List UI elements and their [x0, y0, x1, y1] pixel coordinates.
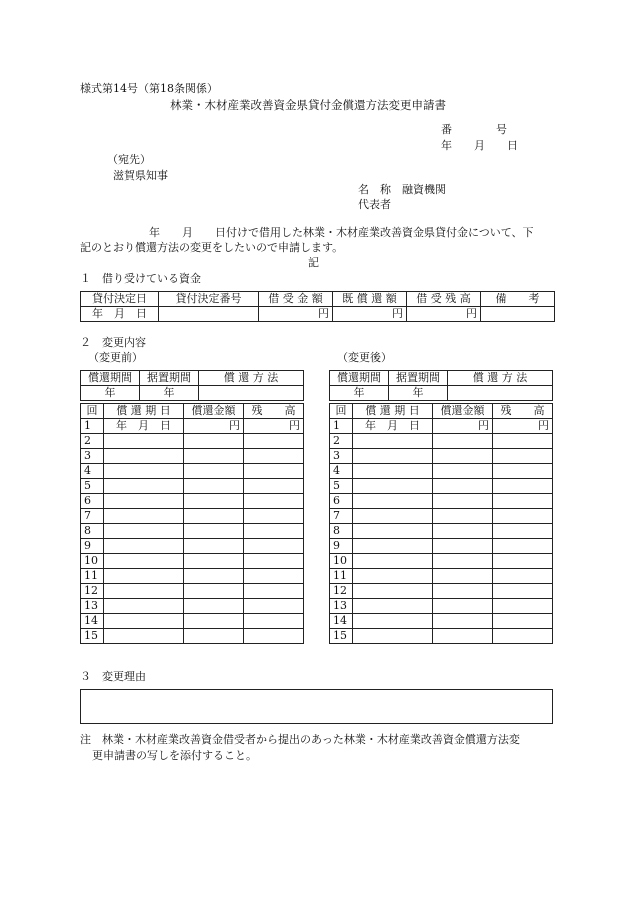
column-header: 借 受 金 額	[259, 292, 333, 307]
column-header: 償 還 方 法	[199, 371, 304, 386]
repayment-date-cell[interactable]	[353, 434, 433, 449]
repayment-date-cell[interactable]	[353, 539, 433, 554]
repayment-amount-cell[interactable]	[184, 434, 244, 449]
repayment-date-cell[interactable]	[353, 449, 433, 464]
column-header: 残 高	[493, 404, 553, 419]
balance-cell[interactable]	[493, 614, 553, 629]
column-header: 貸付決定日	[81, 292, 159, 307]
repayment-amount-cell[interactable]: 円	[433, 419, 493, 434]
repayment-amount-cell[interactable]	[184, 479, 244, 494]
loan-decision-number-cell[interactable]	[159, 307, 259, 322]
repayment-date-cell[interactable]	[353, 464, 433, 479]
balance-cell[interactable]	[244, 554, 304, 569]
column-header: 残 高	[244, 404, 304, 419]
column-header: 据置期間	[140, 371, 199, 386]
repayment-amount-cell[interactable]	[184, 614, 244, 629]
balance-cell[interactable]	[493, 569, 553, 584]
repayment-date-cell[interactable]	[104, 629, 184, 644]
installment-number: 14	[81, 614, 104, 629]
balance-cell[interactable]	[493, 434, 553, 449]
repayment-amount-cell[interactable]	[184, 494, 244, 509]
table-row	[81, 307, 555, 322]
table-row	[81, 614, 304, 629]
balance-cell[interactable]	[493, 554, 553, 569]
repaid-amount-cell[interactable]: 円	[333, 307, 407, 322]
repayment-amount-cell[interactable]	[433, 629, 493, 644]
installment-number: 12	[330, 584, 353, 599]
table-header-row	[81, 404, 304, 419]
table-row	[81, 524, 304, 539]
column-header: 回	[330, 404, 353, 419]
repayment-date-cell[interactable]: 年 月 日	[104, 419, 184, 434]
installment-number: 5	[330, 479, 353, 494]
table-row	[330, 584, 553, 599]
column-header: 償還金額	[184, 404, 244, 419]
borrowed-funds-table	[80, 291, 555, 322]
table-row	[330, 569, 553, 584]
table-row	[330, 509, 553, 524]
repayment-date-cell[interactable]	[353, 584, 433, 599]
repayment-date-cell[interactable]	[104, 554, 184, 569]
applicant-name-label: 名 称 融資機関	[358, 183, 446, 196]
installment-number: 7	[81, 509, 104, 524]
balance-cell[interactable]	[493, 479, 553, 494]
repayment-date-cell[interactable]	[353, 614, 433, 629]
table-header-row	[330, 371, 553, 386]
table-row	[330, 464, 553, 479]
repayment-amount-cell[interactable]	[433, 494, 493, 509]
repayment-date-cell[interactable]	[353, 494, 433, 509]
note-line-1: 注 林業・木材産業改善資金借受者から提出のあった林業・木材産業改善資金償還方法変	[80, 733, 520, 746]
repayment-amount-cell[interactable]	[184, 464, 244, 479]
number-label: 番 号	[441, 123, 507, 136]
installment-number: 15	[330, 629, 353, 644]
table-row	[81, 494, 304, 509]
installment-number: 3	[81, 449, 104, 464]
balance-cell[interactable]	[244, 614, 304, 629]
repayment-date-cell[interactable]	[104, 539, 184, 554]
request-text-line-2: 記のとおり償還方法の変更をしたいので申請します。	[80, 241, 344, 254]
repayment-amount-cell[interactable]	[184, 524, 244, 539]
table-row	[330, 494, 553, 509]
installment-number: 11	[330, 569, 353, 584]
table-row	[81, 539, 304, 554]
repayment-amount-cell[interactable]	[184, 449, 244, 464]
table-row	[330, 386, 553, 401]
installment-number: 13	[330, 599, 353, 614]
repayment-date-cell[interactable]	[353, 569, 433, 584]
repayment-amount-cell[interactable]	[433, 479, 493, 494]
addressee-label: （宛先）	[107, 153, 151, 166]
repayment-date-cell[interactable]	[104, 584, 184, 599]
balance-cell[interactable]	[493, 539, 553, 554]
repayment-amount-cell[interactable]	[184, 539, 244, 554]
repayment-amount-cell[interactable]	[184, 599, 244, 614]
column-header: 償 還 期 日	[353, 404, 433, 419]
table-row	[81, 386, 304, 401]
table-header-row	[81, 371, 304, 386]
installment-number: 8	[330, 524, 353, 539]
repayment-date-cell[interactable]	[104, 434, 184, 449]
before-schedule-table	[80, 403, 304, 644]
installment-number: 2	[81, 434, 104, 449]
table-row	[330, 449, 553, 464]
table-row	[330, 599, 553, 614]
balance-cell[interactable]	[244, 524, 304, 539]
balance-cell[interactable]	[493, 629, 553, 644]
table-row	[330, 524, 553, 539]
section-1-heading: １ 借り受けている資金	[80, 272, 201, 285]
table-row	[81, 509, 304, 524]
table-row	[81, 569, 304, 584]
installment-number: 1	[81, 419, 104, 434]
repayment-date-cell[interactable]	[104, 494, 184, 509]
repayment-period-cell[interactable]: 年	[81, 386, 140, 401]
repayment-amount-cell[interactable]	[433, 539, 493, 554]
before-method-table	[80, 370, 304, 401]
column-header: 回	[81, 404, 104, 419]
table-row	[330, 629, 553, 644]
repayment-date-cell[interactable]	[104, 569, 184, 584]
table-row	[330, 614, 553, 629]
column-header: 貸付決定番号	[159, 292, 259, 307]
installment-number: 6	[81, 494, 104, 509]
table-header-row	[81, 292, 555, 307]
balance-cell[interactable]	[244, 479, 304, 494]
repayment-date-cell[interactable]	[353, 629, 433, 644]
balance-cell[interactable]: 円	[493, 419, 553, 434]
repayment-amount-cell[interactable]	[433, 599, 493, 614]
form-number: 様式第14号（第18条関係）	[80, 82, 218, 95]
installment-number: 10	[81, 554, 104, 569]
installment-number: 9	[81, 539, 104, 554]
column-header: 償還期間	[330, 371, 389, 386]
balance-cell[interactable]	[493, 449, 553, 464]
installment-number: 1	[330, 419, 353, 434]
repayment-date-cell[interactable]	[104, 464, 184, 479]
balance-cell[interactable]	[244, 464, 304, 479]
installment-number: 9	[330, 539, 353, 554]
repayment-amount-cell[interactable]	[184, 629, 244, 644]
table-row	[81, 434, 304, 449]
installment-number: 5	[81, 479, 104, 494]
request-text-line-1: 年 月 日付けで借用した林業・木材産業改善資金県貸付金について、下	[149, 226, 534, 239]
balance-cell[interactable]	[244, 599, 304, 614]
repayment-amount-cell[interactable]	[433, 614, 493, 629]
installment-number: 13	[81, 599, 104, 614]
repayment-date-cell[interactable]	[104, 509, 184, 524]
table-row	[330, 554, 553, 569]
repayment-method-cell[interactable]	[199, 386, 304, 401]
ki-heading: 記	[308, 256, 319, 269]
section-2-heading: ２ 変更内容	[80, 336, 146, 349]
installment-number: 8	[81, 524, 104, 539]
repayment-date-cell[interactable]	[353, 554, 433, 569]
table-row	[81, 599, 304, 614]
balance-cell[interactable]	[493, 524, 553, 539]
applicant-representative-label: 代表者	[358, 198, 391, 211]
repayment-date-cell[interactable]	[104, 449, 184, 464]
document-title: 林業・木材産業改善資金県貸付金償還方法変更申請書	[170, 98, 446, 112]
repayment-amount-cell[interactable]	[433, 524, 493, 539]
section-3-heading: ３ 変更理由	[80, 670, 146, 683]
balance-cell[interactable]	[244, 494, 304, 509]
repayment-date-cell[interactable]	[104, 614, 184, 629]
installment-number: 4	[81, 464, 104, 479]
table-row	[330, 479, 553, 494]
balance-cell[interactable]	[244, 434, 304, 449]
table-row	[81, 479, 304, 494]
repayment-date-cell[interactable]	[104, 479, 184, 494]
repayment-date-cell[interactable]	[104, 524, 184, 539]
table-row	[81, 449, 304, 464]
table-header-row	[330, 404, 553, 419]
balance-cell[interactable]	[244, 539, 304, 554]
balance-cell[interactable]	[493, 509, 553, 524]
table-row	[81, 584, 304, 599]
repayment-date-cell[interactable]: 年 月 日	[353, 419, 433, 434]
installment-number: 3	[330, 449, 353, 464]
repayment-amount-cell[interactable]	[433, 509, 493, 524]
table-row	[330, 419, 553, 434]
balance-cell[interactable]	[493, 584, 553, 599]
repayment-date-cell[interactable]	[353, 524, 433, 539]
repayment-date-cell[interactable]	[353, 479, 433, 494]
table-row	[81, 629, 304, 644]
repayment-amount-cell[interactable]	[433, 449, 493, 464]
balance-cell[interactable]	[244, 569, 304, 584]
repayment-amount-cell[interactable]	[433, 584, 493, 599]
repayment-amount-cell[interactable]	[184, 584, 244, 599]
repayment-amount-cell[interactable]	[184, 509, 244, 524]
addressee: 滋賀県知事	[113, 169, 168, 182]
table-row	[81, 464, 304, 479]
balance-cell[interactable]	[244, 509, 304, 524]
table-row	[81, 554, 304, 569]
installment-number: 7	[330, 509, 353, 524]
balance-cell[interactable]	[493, 599, 553, 614]
repayment-method-cell[interactable]	[448, 386, 553, 401]
balance-cell[interactable]	[493, 464, 553, 479]
column-header: 既 償 還 額	[333, 292, 407, 307]
column-header: 償還金額	[433, 404, 493, 419]
after-schedule-table	[329, 403, 553, 644]
table-row	[81, 419, 304, 434]
repayment-amount-cell[interactable]	[433, 554, 493, 569]
installment-number: 12	[81, 584, 104, 599]
balance-cell[interactable]: 円	[244, 419, 304, 434]
balance-cell[interactable]	[244, 629, 304, 644]
table-row	[330, 539, 553, 554]
repayment-period-cell[interactable]: 年	[330, 386, 389, 401]
repayment-date-cell[interactable]	[104, 599, 184, 614]
repayment-amount-cell[interactable]: 円	[184, 419, 244, 434]
column-header: 借 受 残 高	[407, 292, 481, 307]
repayment-amount-cell[interactable]	[433, 434, 493, 449]
installment-number: 15	[81, 629, 104, 644]
note-line-2: 更申請書の写しを添付すること。	[92, 749, 257, 762]
repayment-amount-cell[interactable]	[184, 554, 244, 569]
repayment-date-cell[interactable]	[353, 599, 433, 614]
balance-cell[interactable]	[493, 494, 553, 509]
balance-cell[interactable]	[244, 584, 304, 599]
repayment-amount-cell[interactable]	[433, 569, 493, 584]
table-row	[330, 434, 553, 449]
before-change-label: （変更前）	[88, 351, 143, 364]
installment-number: 4	[330, 464, 353, 479]
column-header: 据置期間	[389, 371, 448, 386]
deferment-period-cell[interactable]: 年	[140, 386, 199, 401]
repayment-amount-cell[interactable]	[184, 569, 244, 584]
column-header: 備 考	[481, 292, 555, 307]
balance-cell[interactable]	[244, 449, 304, 464]
date-label: 年 月 日	[441, 139, 518, 152]
installment-number: 2	[330, 434, 353, 449]
change-reason-field[interactable]	[80, 689, 553, 724]
after-change-label: （変更後）	[337, 351, 392, 364]
column-header: 償還期間	[81, 371, 140, 386]
installment-number: 10	[330, 554, 353, 569]
column-header: 償 還 方 法	[448, 371, 553, 386]
deferment-period-cell[interactable]: 年	[389, 386, 448, 401]
borrowed-amount-cell[interactable]: 円	[259, 307, 333, 322]
column-header: 償 還 期 日	[104, 404, 184, 419]
remarks-cell[interactable]	[481, 307, 555, 322]
installment-number: 11	[81, 569, 104, 584]
installment-number: 6	[330, 494, 353, 509]
loan-decision-date-cell[interactable]: 年 月 日	[81, 307, 159, 322]
after-method-table	[329, 370, 553, 401]
installment-number: 14	[330, 614, 353, 629]
repayment-date-cell[interactable]	[353, 509, 433, 524]
repayment-amount-cell[interactable]	[433, 464, 493, 479]
remaining-balance-cell[interactable]: 円	[407, 307, 481, 322]
